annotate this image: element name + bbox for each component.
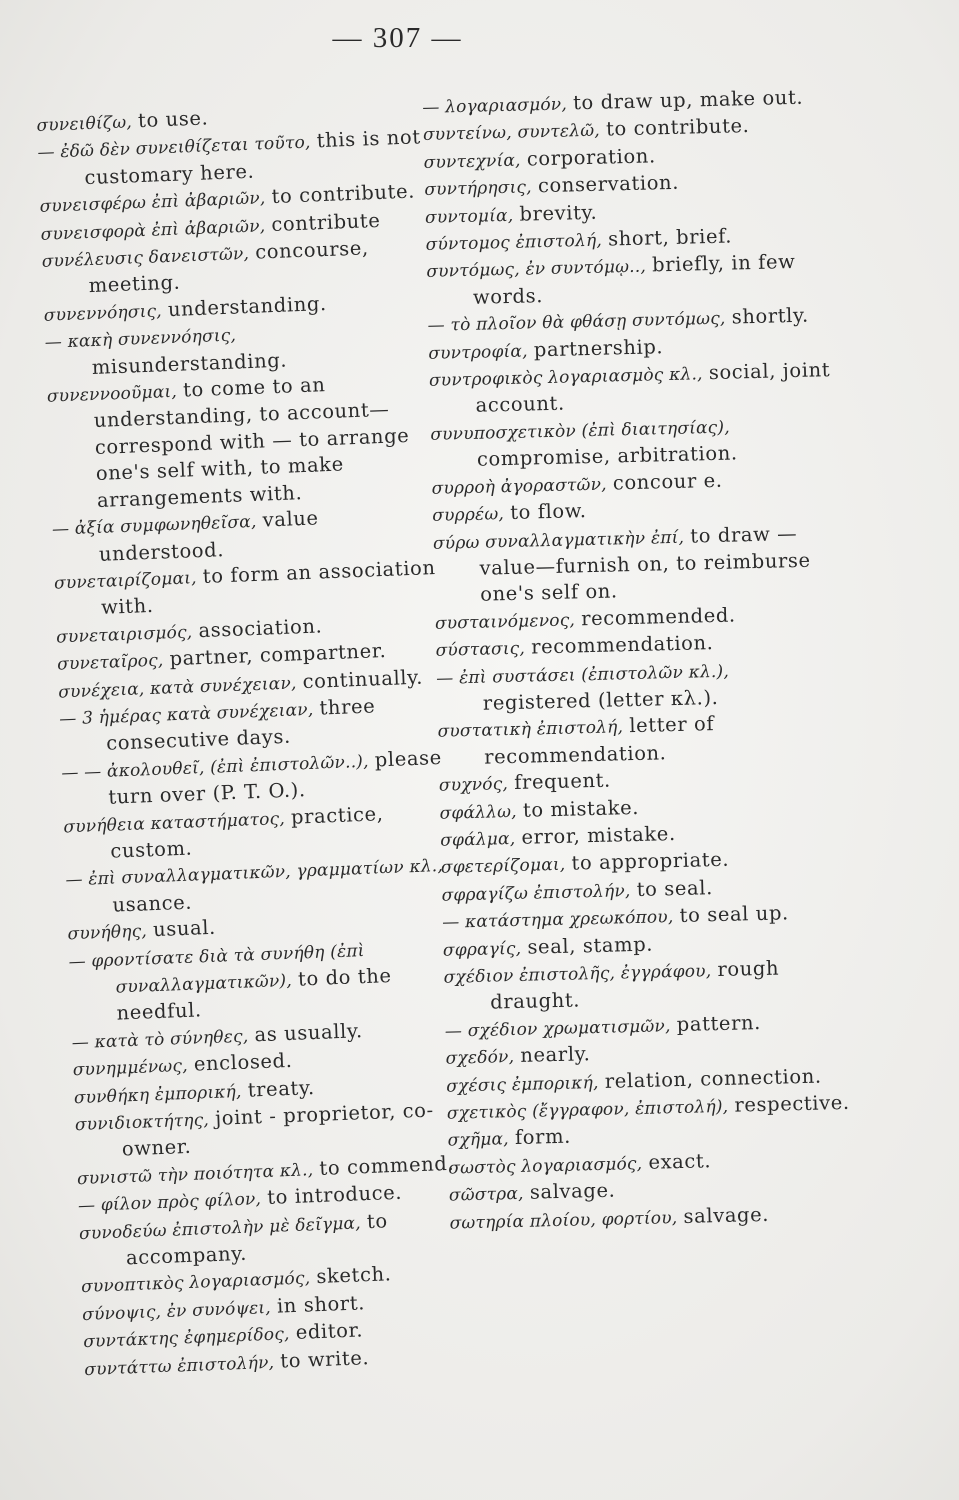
greek-term: συνεισφορὰ ἐπὶ ἀβαριῶν,: [40, 215, 266, 245]
dictionary-entry: [443, 954, 849, 1018]
english-definition: joint - proprietor, co-owner.: [121, 1098, 435, 1161]
greek-term: σχῆμα,: [447, 1129, 510, 1152]
greek-term: σῶστρα,: [448, 1184, 524, 1206]
dictionary-entry: [429, 357, 835, 421]
english-definition: contribute: [270, 208, 381, 236]
english-definition: to draw up, make out.: [572, 85, 804, 115]
english-definition: concour e.: [612, 468, 723, 495]
greek-term: σχετικὸς (ἔγγραφον, ἐπιστολή),: [446, 1096, 729, 1124]
greek-term: συνιδιοκτήτης,: [74, 1110, 210, 1136]
english-definition: usual.: [152, 915, 217, 942]
english-definition: form.: [514, 1125, 572, 1150]
greek-term: συνοπτικὸς λογαριασμός,: [80, 1268, 311, 1298]
greek-term: συντάκτης ἐφημερίδος,: [82, 1324, 290, 1353]
greek-term: — κατὰ τὸ σύνηθες,: [71, 1026, 249, 1054]
english-definition: to mistake.: [522, 795, 640, 822]
english-definition: misunderstanding.: [91, 348, 288, 379]
greek-term: — ἐπὶ συναλλαγματικῶν, γραμματίων κλ.,: [65, 856, 444, 891]
english-definition: to use.: [137, 106, 209, 133]
greek-term: συντείνω, συντελῶ,: [422, 121, 601, 146]
english-definition: brevity.: [519, 200, 598, 226]
english-definition: sketch.: [315, 1262, 392, 1289]
english-definition: this is not customary here.: [84, 125, 422, 189]
english-definition: concourse, meeting.: [88, 236, 370, 298]
english-definition: rough draught.: [489, 956, 780, 1015]
english-definition: registered (letter κλ.).: [482, 685, 719, 715]
english-definition: practice, custom.: [109, 801, 384, 863]
dictionary-entry: [433, 519, 840, 609]
greek-term: συνεταιρισμός,: [55, 622, 193, 648]
greek-term: συνημμένως,: [72, 1056, 189, 1081]
greek-term: συρρέω,: [432, 504, 505, 526]
greek-term: συνεταῖρος,: [56, 650, 164, 675]
greek-term: σύρω συναλλαγματικὴν ἐπί,: [432, 527, 685, 554]
english-definition: to seal up.: [679, 901, 790, 928]
english-definition: continually.: [302, 665, 424, 693]
greek-term: σφάλλω,: [439, 801, 518, 824]
greek-term: — φροντίσατε διὰ τὰ συνήθη (ἐπὶ συναλλαγματικῶν),: [68, 940, 365, 998]
greek-term: συνεισφέρω ἐπὶ ἀβαριῶν,: [39, 188, 266, 218]
greek-term: — — ἀκολουθεῖ, (ἐπὶ ἐπιστολῶν..),: [61, 751, 370, 784]
greek-term: σφάλμα,: [440, 828, 516, 851]
english-definition: enclosed.: [193, 1049, 293, 1076]
english-definition: frequent.: [513, 768, 612, 795]
greek-term: σφετερίζομαι,: [440, 855, 566, 879]
english-definition: to form an association with.: [100, 555, 436, 620]
greek-term: συντάττω ἐπιστολήν,: [83, 1352, 275, 1380]
dictionary-entry: [68, 933, 456, 1029]
english-definition: value understood.: [98, 506, 320, 566]
greek-term: συσταινόμενος,: [434, 610, 576, 634]
english-definition: to seal.: [636, 875, 714, 901]
english-definition: usance.: [112, 890, 193, 917]
english-definition: three consecutive days.: [105, 694, 376, 756]
english-definition: association.: [197, 614, 323, 642]
english-definition: recommended.: [580, 603, 736, 630]
greek-term: συνεταιρίζομαι,: [53, 568, 198, 594]
english-definition: error, mistake.: [521, 821, 677, 849]
english-definition: salvage.: [683, 1202, 770, 1228]
greek-term: σφραγίς,: [442, 938, 522, 961]
greek-term: συχνός,: [438, 774, 509, 796]
greek-term: συνιστῶ τὴν ποιότητα κλ.,: [76, 1159, 314, 1190]
english-definition: short, brief.: [607, 224, 733, 251]
greek-term: — 3 ἡμέρας κατὰ συνέχειαν,: [58, 699, 314, 730]
greek-term: σχέδιον ἐπιστολῆς, ἐγγράφου,: [443, 961, 712, 988]
greek-term: — σχέδιον χρωματισμῶν,: [444, 1016, 671, 1042]
dictionary-entry: [46, 368, 436, 516]
greek-term: συντόμως, ἐν συντόμῳ..,: [426, 257, 647, 283]
english-definition: pattern.: [676, 1010, 762, 1036]
greek-term: σύνοψις, ἐν συνόψει,: [81, 1297, 272, 1325]
english-definition: social, joint account.: [475, 358, 831, 418]
greek-term: — ἐδῶ δὲν συνειθίζεται τοῦτο,: [37, 132, 311, 164]
page-number: — 307 —: [332, 22, 463, 54]
english-definition: corporation.: [526, 144, 656, 171]
english-definition: to do the needful.: [116, 963, 392, 1025]
english-definition: to come to an understanding, to account—correspond with — to arrange one's self with, to make arrangements with.: [93, 373, 410, 512]
english-definition: as usually.: [254, 1018, 364, 1047]
greek-term: — τὸ πλοῖον θὰ φθάσῃ συντόμως,: [427, 308, 726, 337]
greek-term: συνέλευσις δανειστῶν,: [41, 243, 250, 272]
greek-term: συνήθης,: [67, 921, 148, 945]
greek-term: συνειθίζω,: [36, 112, 133, 136]
english-definition: partner, compartner.: [169, 639, 387, 671]
greek-term: — φίλον πρὸς φίλον,: [77, 1189, 262, 1217]
english-definition: to commend.: [318, 1151, 455, 1180]
dictionary-entry: [436, 654, 842, 718]
greek-term: — ἐπὶ συστάσει (ἐπιστολῶν κλ.),: [436, 661, 730, 689]
greek-term: συνεννοοῦμαι,: [46, 381, 178, 407]
greek-term: σύστασις,: [435, 638, 526, 661]
english-definition: relation, connection.: [604, 1064, 822, 1093]
english-definition: shortly.: [731, 303, 810, 329]
english-definition: to appropriate.: [571, 848, 730, 875]
greek-term: σωτηρία πλοίου, φορτίου,: [449, 1207, 678, 1234]
english-definition: to accompany.: [125, 1208, 389, 1270]
right-column: [422, 84, 855, 1237]
greek-term: σφραγίζω ἐπιστολήν,: [441, 880, 631, 906]
greek-term: σχεδόν,: [445, 1047, 515, 1069]
english-definition: recommendation.: [530, 631, 714, 659]
left-column: [36, 97, 470, 1383]
greek-term: συντεχνία,: [423, 150, 521, 173]
greek-term: — κακὴ συνεννόησις,: [44, 325, 237, 354]
greek-term: συντροφικὸς λογαριασμὸς κλ.,: [428, 364, 703, 391]
greek-term: — κατάστημα χρεωκόπου,: [442, 907, 674, 933]
english-definition: conservation.: [537, 170, 680, 198]
english-definition: compromise, arbitration.: [476, 441, 738, 472]
greek-term: συνοδεύω ἐπιστολὴν μὲ δεῖγμα,: [78, 1213, 362, 1244]
greek-term: συστατικὴ ἐπιστολή,: [437, 717, 624, 743]
greek-term: σχέσις ἐμπορική,: [446, 1072, 599, 1097]
english-definition: to draw —value—furnish on, to reimburse one's self on.: [479, 521, 811, 607]
english-definition: in short.: [276, 1291, 366, 1318]
english-definition: salvage.: [529, 1178, 616, 1204]
english-definition: please turn over (P. T. O.).: [107, 745, 443, 809]
greek-term: συνήθεια καταστήματος,: [63, 808, 286, 838]
greek-term: συνέχεια, κατὰ συνέχειαν,: [57, 672, 297, 703]
greek-term: συντήρησις,: [424, 177, 533, 201]
greek-term: συντροφία,: [428, 341, 528, 364]
dictionary-entry: [437, 708, 843, 772]
greek-term: σωστὸς λογαριασμός,: [448, 1153, 643, 1179]
english-definition: seal, stamp.: [527, 932, 654, 959]
english-definition: to contribute.: [605, 114, 750, 141]
greek-term: — ἀξία συμφωνηθεῖσα,: [51, 511, 257, 540]
english-definition: briefly, in few words.: [472, 250, 796, 309]
english-definition: to write.: [279, 1345, 370, 1373]
greek-term: συντομία,: [424, 205, 514, 228]
greek-term: — λογαριασμόν,: [422, 94, 568, 118]
greek-term: σύντομος ἐπιστολή,: [425, 230, 603, 255]
english-definition: exact.: [648, 1149, 712, 1174]
english-definition: partnership.: [533, 334, 664, 361]
english-definition: letter of recommendation.: [483, 712, 715, 769]
english-definition: to contribute.: [271, 179, 416, 209]
english-definition: to flow.: [509, 499, 587, 525]
greek-term: συνυποσχετικὸν (ἐπὶ διαιτησίας),: [430, 417, 731, 445]
english-definition: nearly.: [520, 1042, 591, 1068]
dictionary-entry: [430, 411, 836, 475]
english-definition: respective.: [734, 1090, 850, 1117]
greek-term: συρροὴ ἀγοραστῶν,: [431, 474, 607, 499]
dictionary-entry: [426, 248, 832, 312]
english-definition: editor.: [295, 1318, 364, 1345]
greek-term: συνθήκη ἐμπορική,: [73, 1081, 242, 1108]
english-definition: understanding.: [167, 291, 328, 321]
english-definition: to introduce.: [266, 1181, 403, 1210]
english-definition: treaty.: [247, 1075, 316, 1102]
greek-term: συνεννόησις,: [43, 301, 163, 326]
